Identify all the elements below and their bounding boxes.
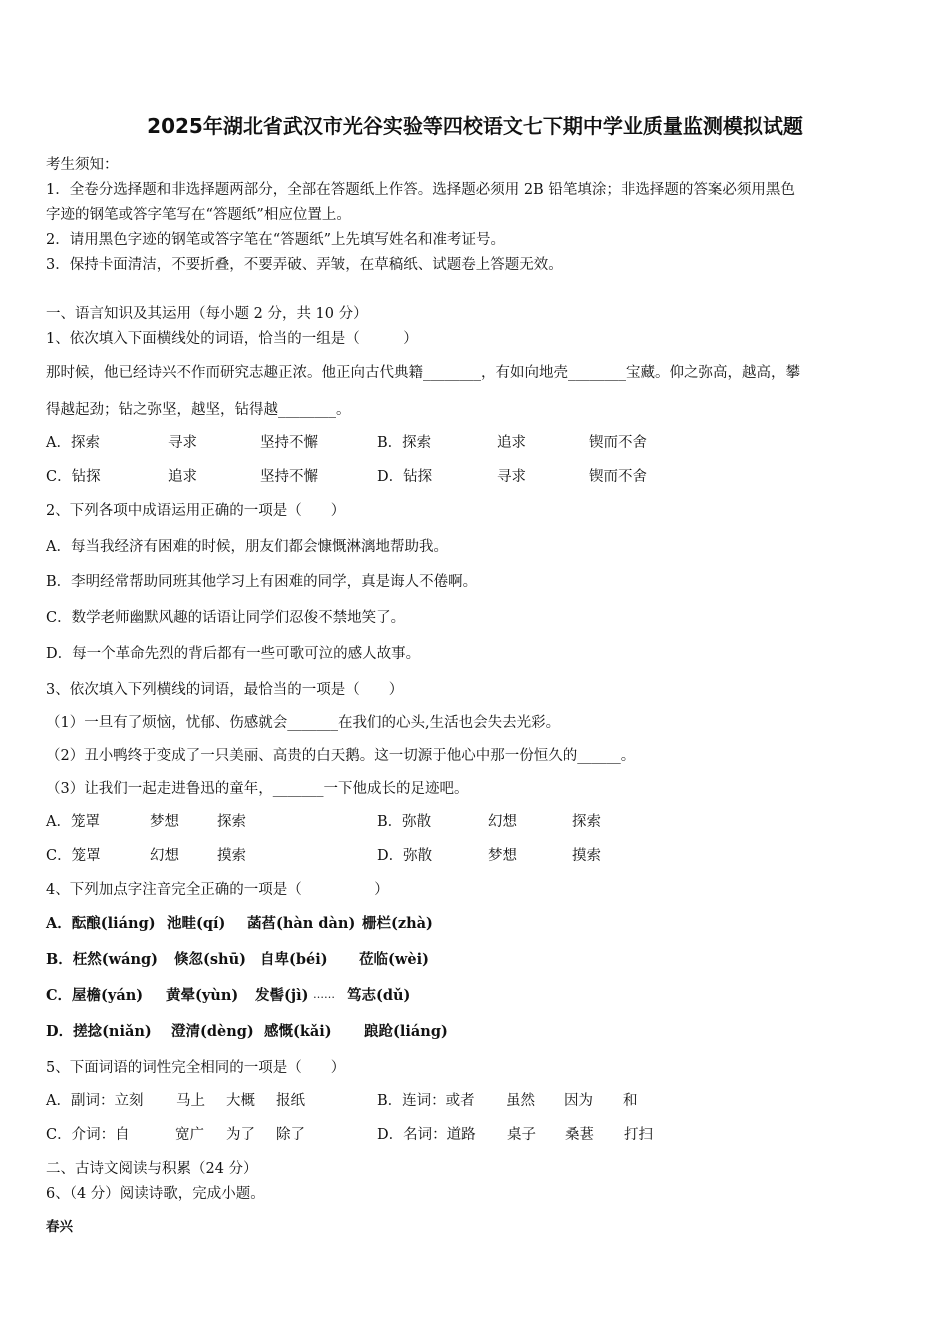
q5-c-word-2: 宽广 bbox=[175, 1127, 204, 1143]
q5-d-word-4: 打扫 bbox=[624, 1127, 653, 1143]
q4-a-word-1: A．酝酿(liáng) bbox=[46, 915, 156, 932]
q5-a-word-4: 报纸 bbox=[276, 1093, 305, 1109]
q4-c-word-3: 发髻(jì) bbox=[255, 987, 309, 1004]
q4-b-word-1: B．枉然(wáng) bbox=[46, 951, 159, 968]
q6-stem: 6、（4 分）阅读诗歌，完成小题。 bbox=[46, 1186, 265, 1202]
notice-item-3: 3．保持卡面清洁，不要折叠，不要弄破、弄皱，在草稿纸、试题卷上答题无效。 bbox=[46, 257, 563, 273]
notice-item-1a: 1．全卷分选择题和非选择题两部分，全部在答题纸上作答。选择题必须用 2B 铅笔填涂；非选择题的答案必须用黑色 bbox=[46, 182, 795, 198]
q3-option-a-word-2: 梦想 bbox=[150, 814, 179, 830]
q5-b-word-3: 因为 bbox=[564, 1093, 593, 1109]
q5-a-word-3: 大概 bbox=[226, 1093, 255, 1109]
q4-a-word-4: 栅栏(zhà) bbox=[362, 915, 433, 932]
q4-d-word-4: 踉跄(liáng) bbox=[364, 1023, 448, 1040]
q5-b-word-4: 和 bbox=[623, 1093, 638, 1109]
q4-a-word-2: 池畦(qí) bbox=[167, 915, 226, 932]
q5-option-b[interactable]: B．连词：或者 bbox=[377, 1093, 475, 1109]
q5-a-word-2: 马上 bbox=[176, 1093, 205, 1109]
q4-c-dots: …… bbox=[313, 988, 335, 1001]
q5-c-word-4: 除了 bbox=[276, 1127, 305, 1143]
notice-heading: 考生须知： bbox=[46, 157, 119, 173]
q4-d-word-3: 感慨(kǎi) bbox=[264, 1023, 332, 1040]
q1-option-b-word-3: 锲而不舍 bbox=[589, 435, 647, 451]
q5-option-d[interactable]: D．名词：道路 bbox=[377, 1127, 476, 1143]
q1-option-b[interactable]: B．探索 bbox=[377, 435, 432, 451]
q1-option-d-word-3: 锲而不舍 bbox=[589, 469, 647, 485]
q5-option-a[interactable]: A．副词：立刻 bbox=[46, 1093, 144, 1109]
q1-option-c-word-3: 坚持不懈 bbox=[260, 469, 318, 485]
q4-a-word-3: 菡萏(hàn dàn) bbox=[247, 915, 356, 932]
q4-stem: 4、下列加点字注音完全正确的一项是（ ） bbox=[46, 882, 389, 898]
q4-c-word-1: C．屋檐(yán) bbox=[46, 987, 144, 1004]
q1-option-a[interactable]: A．探索 bbox=[46, 435, 100, 451]
q1-option-d[interactable]: D．钻探 bbox=[377, 469, 433, 485]
section-2-heading: 二、古诗文阅读与积累（24 分） bbox=[46, 1161, 258, 1177]
q1-option-c[interactable]: C．钻探 bbox=[46, 469, 101, 485]
section-1-heading: 一、语言知识及其运用（每小题 2 分，共 10 分） bbox=[46, 306, 368, 322]
q5-c-word-3: 为了 bbox=[226, 1127, 255, 1143]
q1-option-b-word-2: 追求 bbox=[497, 435, 526, 451]
q3-stem: 3、依次填入下列横线的词语，最恰当的一项是（ ） bbox=[46, 682, 404, 698]
q3-option-b-word-2: 幻想 bbox=[488, 814, 517, 830]
q1-passage-line-1: 那时候，他已经诗兴不作而研究志趣正浓。他正向古代典籍________，有如向地壳________宝藏。仰之弥高，越高，攀 bbox=[46, 365, 800, 381]
q4-d-word-2: 澄清(dèng) bbox=[171, 1023, 254, 1040]
q2-option-b[interactable]: B．李明经常帮助同班其他学习上有困难的同学，真是诲人不倦啊。 bbox=[46, 574, 478, 590]
q4-b-word-3: 自卑(béi) bbox=[260, 951, 328, 968]
q1-option-a-word-3: 坚持不懈 bbox=[260, 435, 318, 451]
q3-sentence-3: （3）让我们一起走进鲁迅的童年，_______一下他成长的足迹吧。 bbox=[46, 781, 469, 797]
q5-b-word-2: 虽然 bbox=[506, 1093, 535, 1109]
q1-option-c-word-2: 追求 bbox=[168, 469, 197, 485]
q4-d-word-1: D．搓捻(niǎn) bbox=[46, 1023, 152, 1040]
q1-option-a-word-2: 寻求 bbox=[168, 435, 197, 451]
notice-item-2: 2．请用黑色字迹的钢笔或答字笔在“答题纸”上先填写姓名和准考证号。 bbox=[46, 232, 506, 248]
q5-option-c[interactable]: C．介词：自 bbox=[46, 1127, 130, 1143]
q5-stem: 5、下面词语的词性完全相同的一项是（ ） bbox=[46, 1060, 346, 1076]
page-title: 2025年湖北省武汉市光谷实验等四校语文七下期中学业质量监测模拟试题 bbox=[147, 114, 803, 138]
q3-option-c[interactable]: C．笼罩 bbox=[46, 848, 101, 864]
q4-b-word-2: 倏忽(shū) bbox=[174, 951, 246, 968]
q1-stem: 1、依次填入下面横线处的词语，恰当的一组是（ ） bbox=[46, 331, 418, 347]
q1-passage-line-2: 得越起劲；钻之弥坚，越坚，钻得越________。 bbox=[46, 402, 351, 418]
q3-option-c-word-3: 摸索 bbox=[217, 848, 246, 864]
q3-option-d[interactable]: D．弥散 bbox=[377, 848, 433, 864]
q2-stem: 2、下列各项中成语运用正确的一项是（ ） bbox=[46, 503, 346, 519]
q2-option-c[interactable]: C．数学老师幽默风趣的话语让同学们忍俊不禁地笑了。 bbox=[46, 610, 406, 626]
q3-sentence-1: （1）一旦有了烦恼，忧郁、伤感就会_______在我们的心头,生活也会失去光彩。 bbox=[46, 715, 561, 731]
q3-option-c-word-2: 幻想 bbox=[150, 848, 179, 864]
q5-d-word-3: 桑葚 bbox=[565, 1127, 594, 1143]
q3-option-d-word-3: 摸索 bbox=[572, 848, 601, 864]
q3-option-d-word-2: 梦想 bbox=[488, 848, 517, 864]
q4-c-word-2: 黄晕(yùn) bbox=[166, 987, 239, 1004]
q3-option-b-word-3: 探索 bbox=[572, 814, 601, 830]
q4-b-word-4: 莅临(wèi) bbox=[359, 951, 429, 968]
notice-item-1b: 字迹的钢笔或答字笔写在“答题纸”相应位置上。 bbox=[46, 207, 351, 223]
q3-sentence-2: （2）丑小鸭终于变成了一只美丽、高贵的白天鹅。这一切源于他心中那一份恒久的______。 bbox=[46, 748, 636, 764]
q2-option-a[interactable]: A．每当我经济有困难的时候，朋友们都会慷慨淋漓地帮助我。 bbox=[46, 539, 448, 555]
q5-d-word-2: 桌子 bbox=[507, 1127, 536, 1143]
q1-option-d-word-2: 寻求 bbox=[497, 469, 526, 485]
q3-option-b[interactable]: B．弥散 bbox=[377, 814, 432, 830]
q2-option-d[interactable]: D．每一个革命先烈的背后都有一些可歌可泣的感人故事。 bbox=[46, 646, 421, 662]
q3-option-a-word-3: 探索 bbox=[217, 814, 246, 830]
poem-title: 春兴 bbox=[46, 1219, 73, 1235]
q4-c-word-4: 笃志(dǔ) bbox=[347, 987, 411, 1004]
q3-option-a[interactable]: A．笼罩 bbox=[46, 814, 100, 830]
